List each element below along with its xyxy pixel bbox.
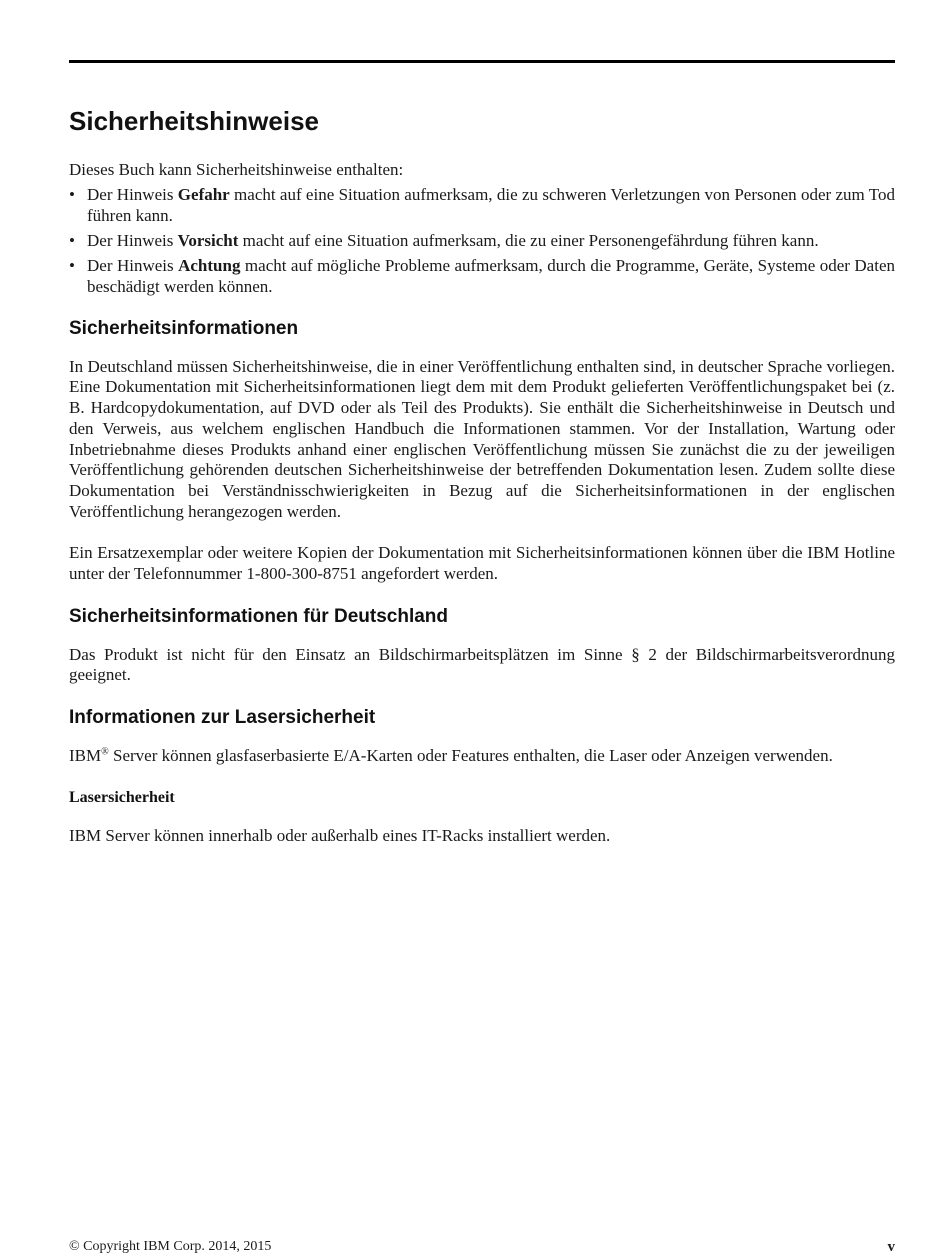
page-title: Sicherheitshinweise xyxy=(69,106,319,136)
notice-term: Vorsicht xyxy=(177,230,239,250)
page-number: v xyxy=(887,1239,895,1255)
paragraph: Ein Ersatzexemplar oder weitere Kopien der Dokumentation mit Sicherheitsinformationen können über die IBM Hotline unter der Telefonnummer 1-800-300-8751 angefordert werden. xyxy=(69,543,895,584)
notice-term: Achtung xyxy=(178,255,241,275)
paragraph: IBM® Server können glasfaserbasierte E/A-Karten oder Features enthalten, die Laser oder Anzeigen verwenden. xyxy=(69,746,833,766)
bullet-icon: • xyxy=(69,184,75,204)
notice-item-gefahr: • Der Hinweis Gefahr macht auf eine Situation aufmerksam, die zu schweren Verletzungen von Personen oder zum Tod führen kann. xyxy=(69,184,895,225)
bullet-icon: • xyxy=(69,255,75,275)
notice-term: Gefahr xyxy=(177,184,230,204)
subheading-lasersicherheit: Lasersicherheit xyxy=(69,788,175,806)
copyright-footer: © Copyright IBM Corp. 2014, 2015 xyxy=(69,1239,272,1254)
notice-list xyxy=(69,184,895,297)
bullet-icon: • xyxy=(69,230,75,250)
registered-mark: ® xyxy=(101,746,109,758)
document-body xyxy=(69,104,895,847)
notice-item-vorsicht: • Der Hinweis Vorsicht macht auf eine Situation aufmerksam, die zu einer Personengefährdung führen kann. xyxy=(69,230,819,250)
paragraph: IBM Server können innerhalb oder außerhalb eines IT-Racks installiert werden. xyxy=(69,825,611,845)
section-heading-sicherheitsinformationen: Sicherheitsinformationen xyxy=(69,317,299,339)
notice-item-achtung: • Der Hinweis Achtung macht auf mögliche Probleme aufmerksam, durch die Programme, Geräte, Systeme oder Daten beschädigt werden können. xyxy=(69,255,895,296)
top-rule xyxy=(69,60,895,63)
paragraph: In Deutschland müssen Sicherheitshinweise, die in einer Veröffentlichung enthalten sind, in deutscher Sprache vorliegen. Eine Dokumentation mit Sicherheitsinformationen liegt dem mit dem Produkt gelieferten Veröffentlichungspaket bei (z. B. Hardcopydokumentation, auf DVD oder als Teil des Produkts). Sie enthält die Sicherheitshinweise in Deutsch und den Verweis, aus welchem englischen Handbuch die Informationen stammen. Vor der Installation, Wartung oder Inbetriebnahme dieses Produkts anhand einer englischen Veröffentlichung müssen Sie zunächst die zu der jeweiligen Veröffentlichung gehörenden deutschen Sicherheitshinweise der betreffenden Dokumentation lesen. Zudem sollte diese Dokumentation bei Verständnisschwierigkeiten in Bezug auf die Sicherheitsinformationen in der englischen Veröffentlichung herangezogen werden. xyxy=(69,356,895,521)
section-heading-lasersicherheit: Informationen zur Lasersicherheit xyxy=(69,707,376,729)
paragraph: Das Produkt ist nicht für den Einsatz an Bildschirmarbeitsplätzen im Sinne § 2 der Bildschirmarbeitsverordnung geeignet. xyxy=(69,644,895,685)
section-heading-deutschland: Sicherheitsinformationen für Deutschland xyxy=(69,605,448,627)
intro-text: Dieses Buch kann Sicherheitshinweise enthalten: xyxy=(69,160,404,179)
